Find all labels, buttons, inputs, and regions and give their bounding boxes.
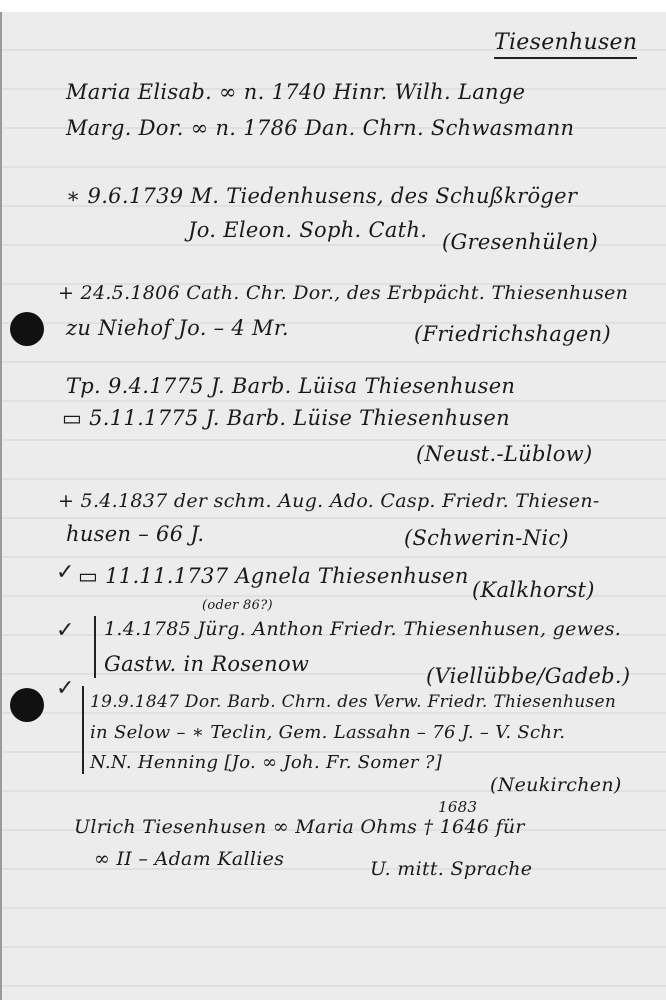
place-note: (Friedrichshagen) <box>414 322 611 346</box>
entry-line: husen – 66 J. <box>66 522 205 546</box>
check-mark: ✓ <box>56 560 75 585</box>
punch-hole <box>10 688 44 722</box>
place-heading: Tiesenhusen <box>494 30 637 59</box>
scan-top-margin <box>0 0 666 12</box>
interlinear-note: 1683 <box>438 798 478 816</box>
source-note: U. mitt. Sprache <box>370 858 533 880</box>
entry-line: ∗ 9.6.1739 M. Tiedenhusens, des Schußkröger <box>66 184 578 208</box>
index-card <box>0 12 666 1000</box>
entry-line: ∞ II – Adam Kallies <box>94 848 285 870</box>
entry-line: Maria Elisab. ∞ n. 1740 Hinr. Wilh. Lange <box>66 80 526 104</box>
entry-line: Jo. Eleon. Soph. Cath. <box>188 218 428 242</box>
place-note: (Kalkhorst) <box>472 578 595 602</box>
check-mark: ✓ <box>56 676 75 701</box>
entry-line: + 5.4.1837 der schm. Aug. Ado. Casp. Friedr. Thiesen- <box>58 490 600 512</box>
entry-line: 19.9.1847 Dor. Barb. Chrn. des Verw. Friedr. Thiesenhusen <box>90 692 617 712</box>
entry-line: ▭ 5.11.1775 J. Barb. Lüise Thiesenhusen <box>62 406 510 430</box>
entry-line: N.N. Henning [Jo. ∞ Joh. Fr. Somer ?] <box>90 752 443 773</box>
check-mark: ✓ <box>56 618 75 643</box>
entry-line: Ulrich Tiesenhusen ∞ Maria Ohms † 1646 für <box>74 816 525 838</box>
entry-line: ▭ 11.11.1737 Agnela Thiesenhusen <box>78 564 469 588</box>
entry-line: Marg. Dor. ∞ n. 1786 Dan. Chrn. Schwasmann <box>66 116 575 140</box>
place-note: (Neust.-Lüblow) <box>416 442 593 466</box>
entry-line: Gastw. in Rosenow <box>104 652 310 676</box>
interlinear-note: (oder 86?) <box>202 598 273 613</box>
bracket-bar <box>94 616 96 678</box>
place-note: (Neukirchen) <box>490 774 622 796</box>
entry-line: 1.4.1785 Jürg. Anthon Friedr. Thiesenhusen, gewes. <box>104 618 622 640</box>
entry-line: Tp. 9.4.1775 J. Barb. Lüisa Thiesenhusen <box>66 374 516 398</box>
entry-line: + 24.5.1806 Cath. Chr. Dor., des Erbpächt. Thiesenhusen <box>58 282 629 304</box>
entry-line: in Selow – ∗ Teclin, Gem. Lassahn – 76 J. – V. Schr. <box>90 722 566 743</box>
place-note: (Viellübbe/Gadeb.) <box>426 664 631 688</box>
punch-hole <box>10 312 44 346</box>
bracket-bar <box>82 686 84 774</box>
place-note: (Gresenhülen) <box>442 230 598 254</box>
place-note: (Schwerin-Nic) <box>404 526 569 550</box>
entry-line: zu Niehof Jo. – 4 Mr. <box>66 316 289 340</box>
